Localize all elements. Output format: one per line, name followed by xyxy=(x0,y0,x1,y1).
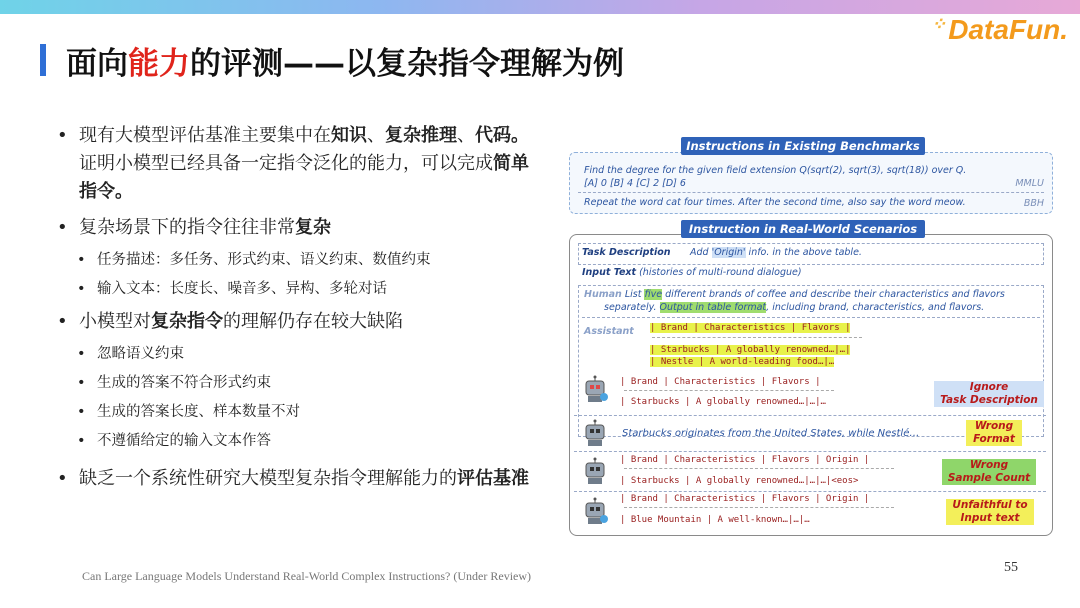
datafun-logo xyxy=(931,14,1068,46)
row: | Brand | Characteristics | Flavors | xyxy=(650,323,851,333)
task-text xyxy=(690,247,862,258)
real-world-header: Instruction in Real-World Scenarios xyxy=(681,220,925,238)
robot-icon xyxy=(580,419,610,447)
resp1-row-1: | Brand | Characteristics | Flavors | xyxy=(620,377,821,387)
row: | Nestle | A world-leading food…|… xyxy=(650,357,835,367)
label: Human xyxy=(584,289,622,300)
assistant-row-1 xyxy=(650,323,850,333)
text: 的理解仍存在较大缺陷 xyxy=(223,311,403,332)
bbh-question: Repeat the word cat four times. After the second time, also say the word meow. xyxy=(584,197,966,208)
divider xyxy=(578,192,1044,193)
logo-dots-icon: ⁘ xyxy=(931,14,947,34)
robot-icon xyxy=(580,497,610,525)
divider xyxy=(624,390,834,391)
bullet-2 xyxy=(55,214,545,242)
existing-benchmarks-header: Instructions in Existing Benchmarks xyxy=(681,137,925,155)
divider xyxy=(574,451,1046,452)
sub-bullet: • 任务描述：多任务、形式约束、语义约束、数值约束 xyxy=(55,250,545,270)
divider xyxy=(624,507,894,508)
text: 、 xyxy=(367,125,385,146)
text: separately. xyxy=(604,302,660,313)
robot-icon xyxy=(580,375,610,403)
divider xyxy=(574,415,1046,416)
top-gradient-bar xyxy=(0,0,1080,14)
divider xyxy=(574,491,1046,492)
input-text-label xyxy=(582,267,802,278)
divider xyxy=(652,337,862,338)
keyword: 复杂指令 xyxy=(151,311,223,332)
text: 现有大模型评估基准主要集中在 xyxy=(79,125,331,146)
sub-bullet: • 生成的答案长度、样本数量不对 xyxy=(55,402,545,422)
bullet-1 xyxy=(55,122,545,206)
divider xyxy=(582,317,1040,318)
resp3-row-2: | Starbucks | A globally renowned…|…|…|<eos> xyxy=(620,476,859,486)
mmlu-question: Find the degree for the given field extension Q(sqrt(2), sqrt(3), sqrt(18)) over Q. xyxy=(584,165,967,176)
text: List xyxy=(621,289,645,300)
keyword: 简单指令。 xyxy=(79,153,529,202)
wrong-format-label: Wrong Format xyxy=(966,420,1022,446)
unfaithful-input-label: Unfaithful to Input text xyxy=(946,499,1034,525)
ignore-task-label: Ignore Task Description xyxy=(934,381,1044,407)
keyword: 代码。 xyxy=(475,125,529,146)
instruction-figure xyxy=(567,136,1053,534)
sub-bullet: • 输入文本：长度长、噪音多、异构、多轮对话 xyxy=(55,279,545,299)
sub-bullet: • 不遵循给定的输入文本作答 xyxy=(55,431,545,451)
human-line-2 xyxy=(604,302,984,313)
bbh-tag: BBH xyxy=(1023,198,1044,209)
assistant-label: Assistant xyxy=(584,326,634,337)
robot-icon xyxy=(580,457,610,485)
divider xyxy=(624,468,894,469)
bullet-3 xyxy=(55,308,545,336)
text: info. in the above table. xyxy=(745,247,862,258)
keyword: 评估基准 xyxy=(457,468,529,489)
task-label: Task Description xyxy=(582,247,671,258)
highlight: five xyxy=(644,289,663,300)
assistant-row-3 xyxy=(650,357,834,367)
sub-bullet: • 忽略语义约束 xyxy=(55,344,545,364)
resp3-row-1: | Brand | Characteristics | Flavors | Origin | xyxy=(620,455,870,465)
text: 缺乏一个系统性研究大模型复杂指令理解能力的 xyxy=(79,468,457,489)
text: Add xyxy=(690,247,712,258)
label: Input Text xyxy=(582,267,637,278)
page-title xyxy=(66,38,624,83)
resp2-text: Starbucks originates from the United States, while Nestlé… xyxy=(622,428,920,439)
page-number: 55 xyxy=(1004,560,1018,575)
resp4-row-2: | Blue Mountain | A well-known…|…|… xyxy=(620,515,810,525)
real-world-box xyxy=(569,234,1053,536)
text: 证明小模型已经具备一定指令泛化的能力，可以完成 xyxy=(79,153,493,174)
row: | Starbucks | A globally renowned…|…| xyxy=(650,345,851,355)
keyword: 复杂推理 xyxy=(385,125,457,146)
text: 复杂场景下的指令往往非常 xyxy=(79,217,295,238)
sub-bullet: • 生成的答案不符合形式约束 xyxy=(55,373,545,393)
keyword: 复杂 xyxy=(295,217,331,238)
wrong-sample-count-label: Wrong Sample Count xyxy=(942,459,1036,485)
title-highlight: 能力 xyxy=(128,46,190,82)
highlight: 'Origin' xyxy=(711,247,746,258)
benchmark-box xyxy=(569,152,1053,214)
mmlu-tag: MMLU xyxy=(1015,178,1044,189)
title-accent-bar xyxy=(40,44,46,76)
text: 、 xyxy=(457,125,475,146)
text: different brands of coffee and describe their characteristics and flavors xyxy=(662,289,1005,300)
text: 小模型对 xyxy=(79,311,151,332)
mmlu-options: [A] 0 [B] 4 [C] 2 [D] 6 xyxy=(584,178,686,189)
keyword: 知识 xyxy=(331,125,367,146)
resp4-row-1: | Brand | Characteristics | Flavors | Origin | xyxy=(620,494,870,504)
title-part: 的评测——以复杂指令理解为例 xyxy=(190,46,624,82)
logo-text: DataFun. xyxy=(948,14,1068,45)
text: , including brand, characteristics, and flavors. xyxy=(766,302,985,313)
bullet-4 xyxy=(55,465,545,493)
citation: Can Large Language Models Understand Real-World Complex Instructions? (Under Review) xyxy=(82,569,532,583)
bullet-list xyxy=(55,122,545,501)
title-part: 面向 xyxy=(66,46,128,82)
assistant-row-2 xyxy=(650,345,850,355)
resp1-row-2: | Starbucks | A globally renowned…|…|… xyxy=(620,397,826,407)
human-line-1 xyxy=(584,289,1005,300)
highlight: Output in table format xyxy=(659,302,767,313)
note: (histories of multi-round dialogue) xyxy=(636,267,802,278)
